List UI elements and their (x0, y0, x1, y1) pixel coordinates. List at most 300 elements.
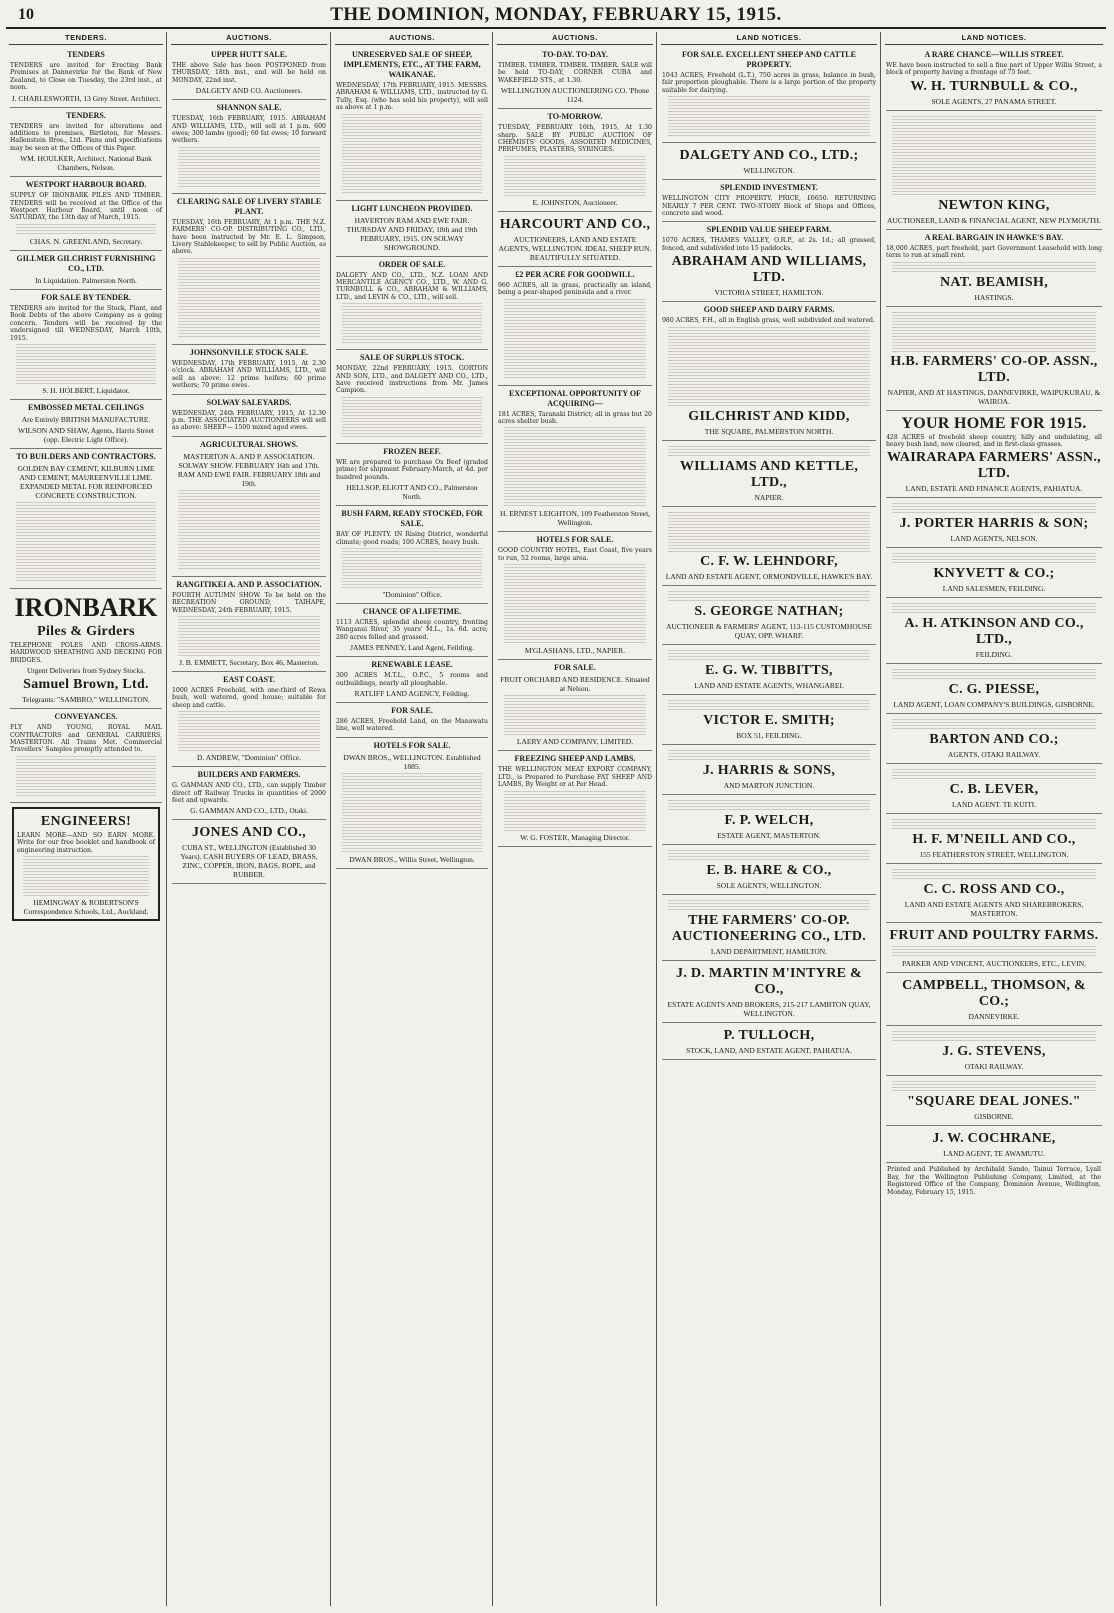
ad-advertiser: JONES AND CO., (192, 825, 306, 841)
ad-engineers (12, 807, 160, 921)
column-heading: AUCTIONS. (335, 32, 489, 45)
text-block (892, 262, 1096, 273)
ad-text: LAND AND ESTATE AGENTS, WHANGAREI. (694, 680, 844, 690)
ad-rangitikei-show (172, 577, 326, 672)
ad-advertiser: GILCHRIST AND KIDD, (688, 408, 850, 424)
ad-title: £2 PER ACRE FOR GOODWILL. (515, 269, 635, 279)
ad-text: NAPIER. (754, 492, 784, 502)
column-land-notices-1 (658, 32, 881, 1606)
ad-text: SUPPLY OF IRONBARK PILES AND TIMBER. TENDERS will be received at the Office of the Westport Harbour Board, until noon of SATURDAY, the 13th day of March, 1915. (10, 192, 162, 222)
ad-signature: WM. HOULKER, Architect. National Bank Chambers, Nelson. (20, 154, 152, 173)
text-block (16, 756, 156, 796)
ad-title: SPLENDID VALUE SHEEP FARM. (706, 225, 832, 235)
ad-text: AND MARTON JUNCTION. (723, 780, 815, 790)
ad-text: G. GAMMAN AND CO., LTD., can supply Timber direct off Railway Trucks in quantities of 2000 feet and upwards. (172, 782, 326, 804)
ad-advertiser: DALGETY AND CO., LTD.; (679, 148, 859, 164)
ad-signature: DALGETY AND CO. Auctioneers. (195, 86, 303, 96)
text-block (892, 312, 1096, 352)
ad-haverton-fair (336, 201, 488, 257)
ad-title: TENDERS (67, 50, 105, 59)
ad-text: TENDERS are invited for Erecting Bank Premises at Dannevirke for the Bank of New Zealand, to Close on Tuesday, the 23rd inst., at noon. (10, 62, 162, 92)
column-heading: LAND NOTICES. (661, 32, 877, 45)
ad-advertiser: BARTON AND CO.; (929, 732, 1059, 748)
ad-dalgety (662, 143, 876, 180)
ad-subheadline: Piles & Girders (37, 623, 135, 639)
ad-conveyances (10, 709, 162, 803)
ad-advertiser: J. PORTER HARRIS & SON; (899, 516, 1089, 532)
ad-advertiser: WILLIAMS AND KETTLE, LTD., (679, 458, 859, 490)
ad-title: RENEWABLE LEASE. (371, 660, 453, 670)
column-auctions-3 (494, 32, 657, 1606)
ad-hare (662, 845, 876, 895)
ad-advertiser: H.B. FARMERS' CO-OP. ASSN., LTD. (890, 353, 1098, 385)
ad-text: HASTINGS. (974, 292, 1014, 302)
ad-text: WEDNESDAY, 17th FEBRUARY, 1915. MESSRS. ABRAHAM & WILLIAMS, LTD., instructed by G. Tully, Esq. (who has sold his property), will sell as above at 1 p.m. (336, 82, 488, 112)
ad-text: LAND AGENTS, NELSON. (950, 534, 1038, 544)
ad-agricultural-shows (172, 437, 326, 577)
ad-lever (886, 764, 1102, 814)
ad-advertiser: C. F. W. LEHNDORF, (700, 553, 838, 569)
ad-text: MONDAY, 22nd FEBRUARY, 1915. GORTON AND SON, LTD., and DALGETY AND CO., LTD., have received instructions from Mr. James Campion. (336, 365, 488, 395)
ad-signature: DWAN BROS., Willis Street, Wellington. (349, 854, 475, 864)
ad-splendid-investment (662, 180, 876, 222)
ad-title: SHANNON SALE. (216, 103, 282, 113)
ad-text: TIMBER. TIMBER. TIMBER. TIMBER. SALE will be held TO-DAY, CORNER CUBA and WAKEFIELD STS., at 1.30. (498, 62, 652, 84)
text-block (178, 616, 320, 656)
ad-square-deal (886, 1076, 1102, 1126)
ad-signature: WELLINGTON AUCTIONEERING CO. 'Phone 1124. (500, 86, 650, 105)
ad-timber-sale (498, 47, 652, 109)
ad-text: THE SQUARE, PALMERSTON NORTH. (704, 426, 834, 436)
ad-text: FOURTH AUTUMN SHOW. To be held on the RECREATION GROUND, TAIHAPE, WEDNESDAY, 24th FEBRUARY, 1915. (172, 591, 326, 614)
ad-alterations-tender (10, 108, 162, 178)
ad-cochrane (886, 1126, 1102, 1163)
ad-liquidation (10, 251, 162, 290)
ad-goodwill (498, 267, 652, 386)
column-auctions-1 (168, 32, 331, 1606)
ad-text: GISBORNE. (974, 1112, 1014, 1122)
ad-williams-kettle (662, 441, 876, 507)
ad-nathan (662, 586, 876, 645)
masthead-rule (6, 27, 1106, 29)
ad-signature: "Dominion" Office. (382, 589, 442, 599)
ad-ross (886, 864, 1102, 923)
text-block (892, 116, 1096, 196)
ad-ironbark (10, 589, 162, 709)
newspaper-title: THE DOMINION, MONDAY, FEBRUARY 15, 1915. (330, 4, 782, 25)
ad-livery-plant (172, 194, 326, 345)
ad-advertiser: WAIRARAPA FARMERS' ASSN., LTD. (887, 450, 1101, 482)
text-block (668, 512, 870, 552)
ad-title: FROZEN BEEF. (383, 446, 441, 456)
ad-title: FOR SALE. (554, 663, 596, 673)
hotel-listings (342, 773, 482, 853)
ad-signature: D. ANDREW, "Dominion" Office. (196, 753, 302, 763)
ad-title: JOHNSONVILLE STOCK SALE. (189, 347, 309, 357)
ad-advertiser: NAT. BEAMISH, (939, 274, 1048, 290)
train-arrangements (178, 490, 320, 570)
ad-advertiser: E. G. W. TIBBITTS, (705, 662, 833, 678)
ad-text: LAND AND ESTATE AGENTS AND SHAREBROKERS, MASTERTON. (904, 900, 1084, 919)
ad-text: BAY OF PLENTY. IN Rising District, wonderful climate; good roads; 100 ACRES, heavy bush. (336, 531, 488, 546)
ad-solway-saleyards (172, 395, 326, 437)
ad-sheep-farm-value (662, 222, 876, 302)
ad-chance-of-lifetime (336, 604, 488, 657)
ad-title: BUSH FARM, READY STOCKED, FOR SALE. (341, 509, 483, 529)
text-block (178, 711, 320, 751)
ad-advertiser: CAMPBELL, THOMSON, & CO.; (902, 978, 1086, 1010)
ad-newton-king (886, 111, 1102, 230)
ad-text: LAND AGENT, LOAN COMPANY'S BUILDINGS, GISBORNE. (893, 700, 1095, 710)
ad-text: WEDNESDAY, 17th FEBRUARY, 1915, At 2.30 o'clock. ABRAHAM AND WILLIAMS, LTD., will sell as above: 12 prime heifers; 60 prime wethers; 70 prime ewes. (172, 359, 326, 390)
ad-signature: HEMINGWAY & ROBERTSON'S Correspondence Schools, Ltd., Auckland. (23, 897, 149, 916)
ad-advertiser: Samuel Brown, Ltd. (23, 677, 149, 693)
ad-advertiser: ABRAHAM AND WILLIAMS, LTD. (671, 254, 867, 286)
text-block (504, 299, 646, 379)
ad-text: Are Entirely BRITISH MANUFACTURE. (21, 414, 151, 424)
ad-bank-tender (10, 47, 162, 108)
ad-good-sheep-dairy (662, 302, 876, 440)
ad-advertiser: HARCOURT AND CO., (499, 216, 651, 232)
ad-frozen-beef (336, 444, 488, 506)
text-block (892, 603, 1096, 614)
ad-surplus-stock (336, 350, 488, 444)
column-land-notices-2 (882, 32, 1106, 1606)
ad-text: AGENTS, OTAKI RAILWAY. (947, 750, 1041, 760)
ad-title: CONVEYANCES. (54, 712, 118, 722)
ad-headline: YOUR HOME FOR 1915. (901, 414, 1087, 432)
text-block (16, 502, 156, 582)
ad-hotels-for-sale (336, 738, 488, 869)
text-block (892, 553, 1096, 564)
column-heading: LAND NOTICES. (885, 32, 1103, 45)
text-block (16, 224, 156, 235)
text-block (668, 800, 870, 811)
ad-text: 155 FEATHERSTON STREET, WELLINGTON. (919, 850, 1069, 860)
ad-text: TENDERS are invited for the Stock, Plant, and Book Debts of the above Company as a going concern. Tenders will be received by the undersigned till WEDNESDAY, March 10th, 1915. (10, 304, 162, 342)
ad-advertiser: P. TULLOCH, (723, 1027, 815, 1043)
ad-shannon-sale (172, 100, 326, 194)
ad-willis-street (886, 47, 1102, 111)
ad-mcneill (886, 814, 1102, 864)
ad-signature: S. H. HOLBERT, Liquidator. (42, 385, 130, 395)
ad-jones-and-co (172, 820, 326, 884)
ad-advertiser: C. B. LEVER, (949, 782, 1039, 798)
ad-text: 1043 ACRES, Freehold (L.T.), 750 acres in grass, balance in bush, fair proportion ploughable. There is a large portion of the property suitable for dairying. (662, 72, 876, 94)
ad-piesse (886, 664, 1102, 714)
ad-campbell-thomson (886, 973, 1102, 1026)
ad-johnsonville-sale (172, 345, 326, 395)
ad-title: ORDER OF SALE. (378, 259, 446, 269)
ad-advertiser: E. B. HARE & CO., (706, 862, 832, 878)
ad-title: HOTELS FOR SALE. (536, 535, 614, 545)
ad-text: 960 ACRES, all in grass, practically an island, being a pear-shaped peninsula and a river. (498, 281, 652, 297)
ad-lehndorf (662, 507, 876, 586)
ad-text: Telegrams: "SAMBRO," WELLINGTON. (22, 695, 150, 705)
ad-title: WESTPORT HARBOUR BOARD. (25, 180, 147, 190)
ad-hawkes-bay-bargain (886, 230, 1102, 307)
ad-text: ESTATE AGENTS AND BROKERS, 215-217 LAMBTON QUAY, WELLINGTON. (667, 999, 871, 1018)
flock-list (342, 303, 482, 343)
ad-headline: FRUIT AND POULTRY FARMS. (889, 928, 1099, 944)
imprint: Printed and Published by Archibald Sando, Tainui Terrace, Lyall Bay, for the Wellington Publishing Company, Limited, at the Registered Office of the Company, Dominion Avenue, Wellington, Monday, February 15, 1915. (887, 1166, 1101, 1196)
ad-renewable-lease (336, 657, 488, 703)
text-block (504, 156, 646, 196)
ad-martin-mintyre (662, 961, 876, 1023)
ad-title: LIGHT LUNCHEON PROVIDED. (351, 203, 473, 213)
ad-text: TENDERS are invited for alterations and additions to premises, Birtleton, for Messrs. Hallenstein Bros., Ltd. Plans and specifications may be seen at the Offices of this Paper. (10, 122, 162, 152)
text-block (23, 856, 149, 896)
ad-text: 428 ACRES of freehold sheep country, hilly and undulating, all heavy bush land, now cleared, and in first-class grasses. (886, 433, 1102, 449)
ad-text: LAND AGENT. TE KUITI. (951, 800, 1037, 810)
ad-knyvett (886, 548, 1102, 598)
ad-title: A REAL BARGAIN IN HAWKE'S BAY. (924, 232, 1064, 242)
ad-your-home (886, 411, 1102, 499)
ad-text: 1000 ACRES Freehold, with one-third of Rewa bush, well watered, good house; suitable for sheep and cattle. (172, 686, 326, 709)
text-block (504, 791, 646, 831)
text-block (668, 900, 870, 911)
text-block (892, 769, 1096, 780)
text-block (892, 819, 1096, 830)
ad-title: TO-DAY. TO-DAY. (542, 50, 608, 59)
text-block (892, 1081, 1096, 1092)
ad-farm-for-sale (336, 703, 488, 738)
ad-text: 1113 ACRES, splendid sheep country, fronting Wanganui River, 35 years' M.L., 1s. 6d. acre; 280 acres felled and grassed. (336, 618, 488, 641)
ad-fruit-orchard (498, 660, 652, 751)
ad-victor-smith (662, 695, 876, 745)
ad-advertiser: A. H. ATKINSON AND CO., LTD., (904, 616, 1084, 648)
ad-bush-farm (336, 506, 488, 604)
page-number: 10 (18, 6, 34, 23)
stock-table (16, 344, 156, 384)
ad-barton (886, 714, 1102, 764)
ad-title: BUILDERS AND FARMERS. (197, 770, 301, 780)
ad-title: EMBOSSED METAL CEILINGS (28, 402, 144, 412)
ad-signature: Urgent Deliveries from Sydney Stocks. (27, 666, 145, 676)
ad-text: 980 ACRES, F.H., all in English grass, well subdivided and watered. (662, 317, 875, 325)
ad-signature: WILSON AND SHAW, Agents, Harris Street (opp. Electric Light Office). (18, 425, 154, 444)
ad-advertiser: J. G. STEVENS, (942, 1044, 1046, 1060)
ad-text: NAPIER, AND AT HASTINGS, DANNEVIRKE, WAIPUKURAU, & WAIROA. (887, 387, 1101, 406)
ad-exceptional-opportunity (498, 386, 652, 533)
ad-signature: CHAS. N. GREENLAND, Secretary. (29, 236, 143, 246)
ad-advertiser: F. P. WELCH, (724, 812, 814, 828)
column-heading: AUCTIONS. (497, 32, 653, 45)
ad-text: DWAN BROS., WELLINGTON. Established 1885. (343, 752, 481, 771)
ad-headline: IRONBARK (14, 592, 158, 622)
ad-advertiser: J. HARRIS & SONS, (702, 762, 836, 778)
ad-title: TO-MORROW. (547, 112, 603, 122)
ad-text: TELEPHONE POLES AND CROSS-ARMS. HARDWOOD SHEATHING AND DECKING FOR BRIDGES. (10, 641, 162, 664)
ad-text: AUCTIONEER & FARMERS' AGENT, 113-115 CUSTOMHOUSE QUAY, OPP. WHARF. (666, 621, 872, 640)
ad-text: WEDNESDAY, 24th FEBRUARY, 1915, At 12.30 p.m. THE ASSOCIATED AUCTIONEERS will sell as above: SHEEP— 1500 mixed aged ewes. (172, 409, 326, 432)
ad-text: 300 ACRES M.T.L., O.P.C., 5 rooms and outbuildings, nearly all ploughable. (336, 672, 488, 687)
ad-text: LAND AND ESTATE AGENT, ORMONDVILLE, HAWKE'S BAY. (665, 571, 873, 581)
ad-builders-farmers (172, 767, 326, 820)
ad-text: CUBA ST., WELLINGTON (Established 30 Years). CASH BUYERS OF LEAD, BRASS, ZINC, COPPER, IRON, BAGS, ROPE, and RUBBER. (180, 843, 318, 880)
ad-advertiser: H. F. M'NEILL AND CO., (912, 832, 1076, 848)
ad-text: SOLE AGENTS, 27 PANAMA STREET. (931, 96, 1057, 106)
ad-text: SOLE AGENTS, WELLINGTON. (716, 880, 822, 890)
ad-builders-contractors (10, 449, 162, 589)
ad-east-coast (172, 672, 326, 767)
ad-advertiser: VICTOR E. SMITH; (703, 712, 835, 728)
column-heading: TENDERS. (9, 32, 163, 45)
ad-title: EAST COAST. (223, 674, 275, 684)
ad-text: LAND SALESMEN, FEILDING. (942, 584, 1046, 594)
ad-advertiser: C. C. ROSS AND CO., (923, 882, 1065, 898)
ad-advertiser: "SQUARE DEAL JONES." (907, 1094, 1081, 1110)
ad-farmers-coop (662, 895, 876, 961)
farm-listings (668, 327, 870, 407)
ad-text: In Liquidation. Palmerston North. (35, 275, 137, 285)
ad-advertiser: C. G. PIESSE, (948, 682, 1040, 698)
ad-signature: RATLIFF LAND AGENCY, Feilding. (354, 688, 470, 698)
ad-hotels (498, 532, 652, 660)
ad-chemists-goods (498, 109, 652, 212)
ad-text: 286 ACRES, Freehold Land, on the Manawatu line, well watered. (336, 717, 488, 733)
ad-harbour-board (10, 177, 162, 251)
text-block (892, 719, 1096, 730)
ad-advertiser: NEWTON KING, (938, 197, 1050, 213)
ad-title: EXCEPTIONAL OPPORTUNITY OF ACQUIRING— (509, 388, 641, 408)
column-auctions-2 (332, 32, 493, 1606)
ad-signature: HELLSOP, ELIOTT AND CO., Palmerston North. (346, 483, 478, 502)
ad-text: FRUIT ORCHARD AND RESIDENCE. Situated at Nelson. (500, 675, 650, 694)
ad-waikanae-sale (336, 47, 488, 201)
ad-signature: JAMES PENNEY, Land Agent, Feilding. (350, 643, 474, 653)
ad-text: PARKER AND VINCENT, AUCTIONEERS, ETC., LEVIN. (901, 959, 1087, 969)
ad-title: AGRICULTURAL SHOWS. (200, 439, 298, 449)
ad-stevens (886, 1026, 1102, 1076)
ad-text: AUCTIONEERS, LAND AND ESTATE AGENTS, WELLINGTON. IDEAL SHEEP RUN. BEAUTIFULLY SITUATED. (498, 234, 652, 262)
ad-text: THE WELLINGTON MEAT EXPORT COMPANY, LTD., is Prepared to Purchase FAT SHEEP AND LAMBS, By Weight or at Per Head. (498, 766, 652, 789)
ad-text: GOLDEN BAY CEMENT, KILBURN LIME AND CEMENT, MAUREENVILLE LIME. EXPANDED METAL FOR REINFORCED CONCRETE CONSTRUCTION. (17, 463, 155, 500)
ad-harcourt (498, 212, 652, 267)
ad-advertiser: J. D. MARTIN M'INTYRE & CO., (675, 965, 863, 997)
text-block (342, 548, 482, 588)
ad-title: GILLMER GILCHRIST FURNISHING CO., LTD. (16, 253, 156, 273)
ad-porter-harris (886, 498, 1102, 548)
ad-text: THE above Sale has been POSTPONED from THURSDAY, 18th inst., and will be held on MONDAY, 22nd inst. (172, 62, 326, 84)
ad-signature: E. JOHNSTON, Auctioneer. (532, 197, 618, 207)
ad-title: UPPER HUTT SALE. (210, 50, 288, 59)
ad-welch (662, 795, 876, 845)
ad-text: LEARN MORE—AND SO EARN MORE. Write for our free booklet and handbook of engineering instruction. (17, 831, 155, 854)
ad-text: STOCK, LAND, AND ESTATE AGENT, PAHIATUA. (686, 1045, 852, 1055)
ad-title: TENDERS. (66, 110, 106, 120)
ad-signature: H. ERNEST LEIGHTON, 109 Featherston Street, Wellington. (499, 509, 651, 528)
ad-text: 1070 ACRES, THAMES VALLEY, O.R.P., at 2s. 1d.; all grassed, fenced, and subdivided into 15 paddocks. (662, 237, 876, 252)
ad-title: SOLWAY SALEYARDS. (206, 397, 292, 407)
ad-text: VICTORIA STREET, HAMILTON. (714, 288, 824, 298)
ad-text: WELLINGTON CITY PROPERTY. PRICE, £6650. RETURNING NEARLY 7 PER CENT. TWO-STORY Block of Shops and Offices, concrete and wood. (662, 195, 876, 218)
ad-tulloch (662, 1023, 876, 1060)
ad-text: HAVERTON RAM AND EWE FAIR. THURSDAY AND FRIDAY, 18th and 19th FEBRUARY, 1915. ON SOLWAY SHOWGROUND. (346, 215, 478, 252)
ad-text: TUESDAY, 16th FEBRUARY, 1915. ABRAHAM AND WILLIAMS, LTD., will sell at 1 p.m. 600 ewes; 300 lambs (good); 60 fat ewes; 10 forward wethers. (172, 115, 326, 145)
text-block (892, 1031, 1096, 1042)
stock-list (342, 114, 482, 194)
ad-advertiser: S. GEORGE NATHAN; (694, 603, 844, 619)
ad-title: TO BUILDERS AND CONTRACTORS. (16, 451, 156, 461)
text-block (668, 446, 870, 457)
column-heading: AUCTIONS. (171, 32, 327, 45)
ad-fruit-poultry (886, 923, 1102, 973)
ad-sheep-cattle-property (662, 47, 876, 143)
ad-metal-ceilings (10, 400, 162, 449)
column-tenders (6, 32, 167, 1606)
text-block (668, 650, 870, 661)
ad-title: HOTELS FOR SALE. (373, 740, 451, 750)
ad-advertiser: W. H. TURNBULL & CO., (910, 78, 1078, 94)
ad-text: TUESDAY, 16th FEBRUARY, At 1 p.m. THE N.Z. FARMERS' CO-OP. DISTRIBUTING CO., LTD., have been instructed by Mr. E. L. Simpson, Livery Stablekeeper, to sell by Public Auction, as above. (172, 218, 326, 256)
ad-text: 181 ACRES, Taranaki District; all in grass but 20 acres shelter bush. (498, 410, 652, 426)
ad-title: A RARE CHANCE—WILLIS STREET. (924, 50, 1064, 59)
ad-title: SPLENDID INVESTMENT. (720, 183, 818, 193)
ad-signature: J. B. EMMETT, Secretary, Box 46, Masterton. (179, 657, 319, 667)
ad-title: CLEARING SALE OF LIVERY STABLE PLANT. (176, 196, 322, 216)
ad-text: BOX 51, FEILDING. (736, 730, 802, 740)
ad-title: FREEZING SHEEP AND LAMBS. (514, 754, 636, 764)
ad-meat-export (498, 751, 652, 846)
ad-text: 18,000 ACRES, part freehold, part Government Leasehold with long term to run at small rent. (886, 244, 1102, 260)
text-block (892, 503, 1096, 514)
ad-text: LAND, ESTATE AND FINANCE AGENTS, PAHIATUA. (905, 484, 1083, 494)
ad-text: MASTERTON A. AND P. ASSOCIATION. SOLWAY SHOW. FEBRUARY 16th and 17th. RAM AND EWE FAIR. FEBRUARY 18th and 19th. (177, 451, 321, 488)
ad-title: FOR SALE. EXCELLENT SHEEP AND CATTLE PROPERTY. (682, 50, 856, 69)
ad-title: FOR SALE BY TENDER. (41, 292, 131, 302)
text-block (892, 946, 1096, 957)
text-block (668, 750, 870, 761)
ad-text: WE have been instructed to sell a fine part of Upper Willis Street, a block of property having a frontage of 75 feet. (886, 62, 1102, 77)
ad-text: GOOD COUNTRY HOTEL, East Coast, five years to run, 52 rooms, large area. (498, 547, 652, 562)
ad-title: FOR SALE. (391, 705, 433, 715)
ad-upper-hutt-sale (172, 47, 326, 100)
ad-atkinson (886, 598, 1102, 664)
ad-signature: G. GAMMAN AND CO., LTD., Otaki. (190, 806, 308, 816)
ad-text: AUCTIONEER, LAND & FINANCIAL AGENT, NEW PLYMOUTH. (887, 215, 1101, 225)
ad-text: LAND DEPARTMENT, HAMILTON. (710, 946, 828, 956)
ad-title: GOOD SHEEP AND DAIRY FARMS. (703, 305, 835, 315)
text-block (892, 669, 1096, 680)
ad-signature: M'GLASHANS, LTD., NAPIER. (524, 646, 626, 656)
plant-list (178, 258, 320, 338)
text-block (668, 700, 870, 711)
ad-harris-sons (662, 745, 876, 795)
ad-title: RANGITIKEI A. AND P. ASSOCIATION. (176, 579, 322, 589)
ad-signature: J. CHARLESWORTH, 13 Grey Street. Architect. (11, 93, 161, 103)
ad-advertiser: KNYVETT & CO.; (933, 566, 1055, 582)
text-block (668, 591, 870, 602)
stock-list (178, 147, 320, 187)
ad-text: TUESDAY, FEBRUARY 16th, 1915, At 1.30 sharp. SALE BY PUBLIC AUCTION OF CHEMISTS' GOODS, ASSORTED MEDICINES, PERFUMES, PLASTERS, SYRINGES. (498, 124, 652, 154)
text-block (504, 695, 646, 735)
text-block (668, 850, 870, 861)
ad-tibbitts (662, 645, 876, 695)
ad-text: WELLINGTON. (743, 166, 795, 176)
ad-text: DANNEVIRKE. (968, 1012, 1020, 1022)
ad-order-of-sale (336, 257, 488, 351)
ad-signature: LAERY AND COMPANY, LIMITED. (516, 737, 634, 747)
ad-advertiser: J. W. COCHRANE, (932, 1131, 1056, 1147)
stock-list (342, 397, 482, 437)
ad-title: SALE OF SURPLUS STOCK. (359, 353, 465, 363)
ad-title: UNRESERVED SALE OF SHEEP, IMPLEMENTS, ETC., AT THE FARM, WAIKANAE. (343, 50, 481, 79)
text-block (504, 427, 646, 507)
text-block (892, 869, 1096, 880)
ad-text: OTAKI RAILWAY. (964, 1062, 1024, 1072)
ad-title: CHANCE OF A LIFETIME. (362, 606, 462, 616)
